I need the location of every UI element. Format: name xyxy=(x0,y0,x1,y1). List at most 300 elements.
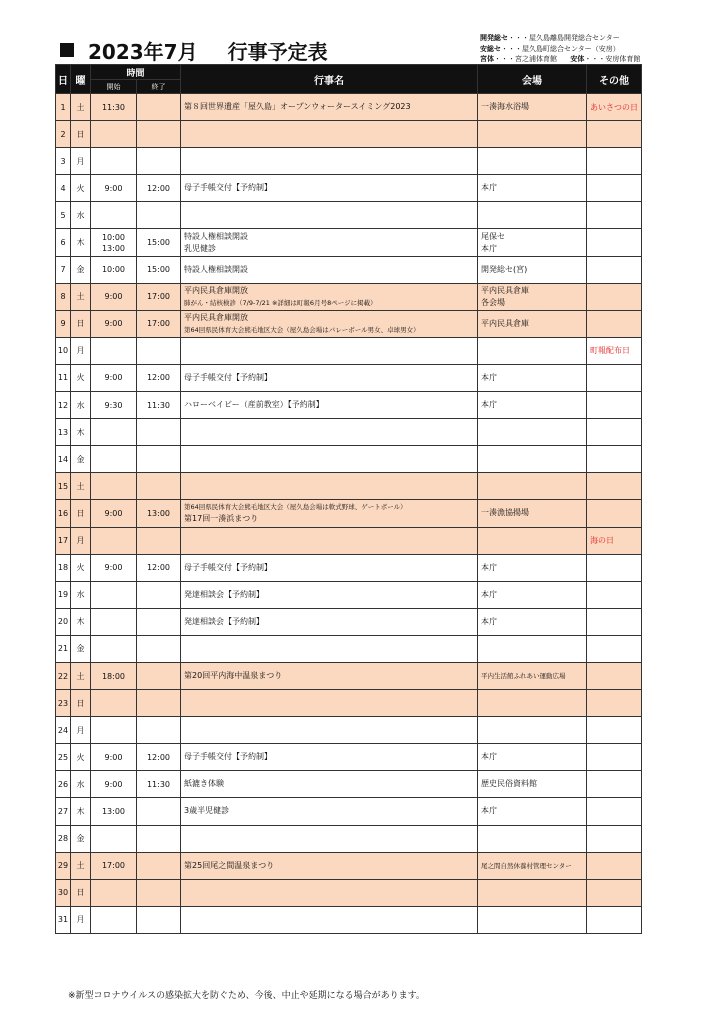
venue-name: 開発総セ(宮) xyxy=(481,264,528,274)
event-name: 肺がん・結核検診（7/9-7/21 ※詳細は町報6月号8ページに掲載） xyxy=(184,298,377,307)
start-time: 9:00 xyxy=(104,752,123,762)
day-cell: 3 xyxy=(56,148,71,175)
start-time: 10:00 xyxy=(101,232,126,242)
weekday-cell: 土 xyxy=(71,94,91,121)
venue-name: 本庁 xyxy=(481,183,498,193)
table-row xyxy=(56,852,642,879)
event-name: 母子手帳交付【予約制】 xyxy=(184,183,273,193)
start-time-cell xyxy=(91,879,137,906)
start-time: 9:00 xyxy=(104,373,123,383)
venue-name: 尾保セ xyxy=(481,231,506,241)
start-time: 11:30 xyxy=(101,102,126,112)
table-row xyxy=(56,635,642,662)
weekday-cell: 金 xyxy=(71,446,91,473)
venue-name: 本庁 xyxy=(481,243,498,253)
start-time: 10:00 xyxy=(101,265,126,275)
event-name: ハローベイビー（産前教室）【予約制】 xyxy=(184,400,324,410)
weekday-cell: 木 xyxy=(71,419,91,446)
day-cell: 4 xyxy=(56,175,71,202)
end-time-cell: 13:00 xyxy=(137,500,181,527)
venue-cell xyxy=(478,446,587,473)
weekday-cell: 火 xyxy=(71,744,91,771)
event-cell xyxy=(181,744,478,771)
event-cell xyxy=(181,717,478,744)
start-time-cell xyxy=(91,527,137,554)
end-time-cell: 12:00 xyxy=(137,554,181,581)
weekday-cell: 火 xyxy=(71,364,91,391)
table-row xyxy=(56,717,642,744)
day-cell: 26 xyxy=(56,771,71,798)
other-cell xyxy=(587,825,642,852)
other-cell xyxy=(587,635,642,662)
event-cell xyxy=(181,771,478,798)
day-cell: 18 xyxy=(56,554,71,581)
event-cell xyxy=(181,635,478,662)
table-row xyxy=(56,364,642,391)
event-cell xyxy=(181,202,478,229)
venue-cell xyxy=(478,229,587,256)
end-time-cell: 17:00 xyxy=(137,283,181,310)
end-time-cell: 15:00 xyxy=(137,229,181,256)
other-cell xyxy=(587,690,642,717)
title-name: 行事予定表 xyxy=(227,39,328,64)
day-cell: 8 xyxy=(56,283,71,310)
venue-cell xyxy=(478,473,587,500)
day-cell: 2 xyxy=(56,121,71,148)
venue-name: 本庁 xyxy=(481,589,498,599)
table-row xyxy=(56,121,642,148)
venue-name: 本庁 xyxy=(481,562,498,572)
venue-cell xyxy=(478,500,587,527)
header-day: 日 xyxy=(56,65,71,94)
event-name: 平内民具倉庫開放 xyxy=(184,312,249,322)
other-cell xyxy=(587,744,642,771)
end-time-cell: 11:30 xyxy=(137,771,181,798)
day-cell: 24 xyxy=(56,717,71,744)
event-name: 第64回県民体育大会熊毛地区大会（屋久島会場は軟式野球、ゲートボール） xyxy=(184,503,407,512)
venue-cell xyxy=(478,527,587,554)
table-row xyxy=(56,202,642,229)
other-cell xyxy=(587,554,642,581)
event-cell xyxy=(181,364,478,391)
other-cell: 海の日 xyxy=(587,527,642,554)
start-time-cell xyxy=(91,581,137,608)
weekday-cell: 火 xyxy=(71,175,91,202)
start-time-cell xyxy=(91,392,137,419)
end-time-cell xyxy=(137,608,181,635)
header-dow: 曜 xyxy=(71,65,91,94)
start-time-cell xyxy=(91,608,137,635)
venue-cell xyxy=(478,392,587,419)
table-row xyxy=(56,554,642,581)
event-name: 特設人権相談開設 xyxy=(184,264,249,274)
table-row xyxy=(56,798,642,825)
event-name: 第25回尾之間温泉まつり xyxy=(184,860,275,870)
weekday-cell: 水 xyxy=(71,202,91,229)
venue-name: 平内民具倉庫 xyxy=(481,318,530,328)
day-cell: 19 xyxy=(56,581,71,608)
start-time-cell xyxy=(91,175,137,202)
start-time-cell xyxy=(91,473,137,500)
weekday-cell: 土 xyxy=(71,852,91,879)
weekday-cell: 日 xyxy=(71,500,91,527)
weekday-cell: 日 xyxy=(71,690,91,717)
end-time-cell xyxy=(137,852,181,879)
end-time-cell: 15:00 xyxy=(137,256,181,283)
other-cell: 町報配布日 xyxy=(587,337,642,364)
day-cell: 17 xyxy=(56,527,71,554)
start-time-cell xyxy=(91,554,137,581)
footer-note: ※新型コロナウイルスの感染拡大を防ぐため、今後、中止や延期になる場合があります。 xyxy=(68,991,425,1001)
event-cell xyxy=(181,554,478,581)
venue-cell xyxy=(478,906,587,933)
day-cell: 11 xyxy=(56,364,71,391)
weekday-cell: 月 xyxy=(71,148,91,175)
day-cell: 31 xyxy=(56,906,71,933)
day-cell: 5 xyxy=(56,202,71,229)
start-time: 9:00 xyxy=(104,292,123,302)
table-row xyxy=(56,500,642,527)
other-cell xyxy=(587,879,642,906)
venue-cell xyxy=(478,364,587,391)
start-time-cell xyxy=(91,446,137,473)
square-bullet-icon xyxy=(60,43,74,57)
end-time-cell xyxy=(137,121,181,148)
day-cell: 23 xyxy=(56,690,71,717)
venue-cell xyxy=(478,744,587,771)
legend-line: 開発総セ・・・屋久島離島開発総合センター xyxy=(480,34,620,42)
event-name: 発達相談会【予約制】 xyxy=(184,589,265,599)
weekday-cell: 月 xyxy=(71,527,91,554)
weekday-cell: 日 xyxy=(71,310,91,337)
weekday-cell: 木 xyxy=(71,798,91,825)
table-row xyxy=(56,283,642,310)
end-time-cell xyxy=(137,94,181,121)
venue-name: 歴史民俗資料館 xyxy=(481,779,538,789)
weekday-cell: 月 xyxy=(71,906,91,933)
start-time-cell xyxy=(91,94,137,121)
other-cell xyxy=(587,202,642,229)
venue-cell xyxy=(478,635,587,662)
other-cell xyxy=(587,852,642,879)
venue-name: 尾之間自然休養村管理センター xyxy=(481,861,572,870)
venue-cell xyxy=(478,310,587,337)
start-time-cell xyxy=(91,310,137,337)
other-cell xyxy=(587,175,642,202)
header-time: 時間 xyxy=(91,65,181,80)
end-time-cell xyxy=(137,662,181,689)
other-cell xyxy=(587,229,642,256)
venue-cell xyxy=(478,419,587,446)
event-name: 母子手帳交付【予約制】 xyxy=(184,372,273,382)
event-name: 紙漉き体験 xyxy=(184,779,225,789)
event-name: 母子手帳交付【予約制】 xyxy=(184,752,273,762)
event-name: 乳児健診 xyxy=(184,243,217,253)
venue-name: 本庁 xyxy=(481,616,498,626)
event-name: 母子手帳交付【予約制】 xyxy=(184,562,273,572)
weekday-cell: 土 xyxy=(71,283,91,310)
day-cell: 28 xyxy=(56,825,71,852)
event-name: 3歳半児健診 xyxy=(184,806,230,816)
weekday-cell: 日 xyxy=(71,879,91,906)
start-time-cell xyxy=(91,148,137,175)
event-cell xyxy=(181,608,478,635)
end-time-cell xyxy=(137,906,181,933)
venue-cell xyxy=(478,608,587,635)
start-time: 9:00 xyxy=(104,508,123,518)
venue-cell xyxy=(478,581,587,608)
start-time-cell xyxy=(91,283,137,310)
start-time-cell xyxy=(91,906,137,933)
start-time-cell xyxy=(91,121,137,148)
venue-cell xyxy=(478,283,587,310)
table-row xyxy=(56,662,642,689)
table-row xyxy=(56,690,642,717)
start-time: 18:00 xyxy=(101,671,126,681)
legend-line: 安総セ・・・屋久島町総合センター（安房） xyxy=(480,44,620,53)
event-cell xyxy=(181,500,478,527)
end-time-cell xyxy=(137,473,181,500)
venue-cell xyxy=(478,771,587,798)
end-time-cell xyxy=(137,690,181,717)
other-cell xyxy=(587,364,642,391)
other-cell xyxy=(587,392,642,419)
day-cell: 27 xyxy=(56,798,71,825)
other-cell xyxy=(587,473,642,500)
table-row xyxy=(56,94,642,121)
table-row xyxy=(56,473,642,500)
venue-name: 一湊海水浴場 xyxy=(481,102,530,112)
table-row xyxy=(56,906,642,933)
other-cell xyxy=(587,581,642,608)
end-time-cell: 12:00 xyxy=(137,364,181,391)
weekday-cell: 日 xyxy=(71,121,91,148)
table-row xyxy=(56,229,642,256)
event-name: 第８回世界遺産「屋久島」オープンウォータースイミング2023 xyxy=(184,102,411,112)
schedule-table xyxy=(55,64,642,934)
end-time-cell xyxy=(137,879,181,906)
venue-cell xyxy=(478,202,587,229)
venue-legend xyxy=(480,33,720,65)
end-time-cell xyxy=(137,337,181,364)
start-time: 13:00 xyxy=(101,806,126,816)
weekday-cell: 土 xyxy=(71,473,91,500)
event-cell xyxy=(181,148,478,175)
end-time-cell xyxy=(137,798,181,825)
venue-name: 本庁 xyxy=(481,400,498,410)
venue-name: 本庁 xyxy=(481,806,498,816)
table-row xyxy=(56,879,642,906)
start-time-cell xyxy=(91,717,137,744)
start-time-cell xyxy=(91,798,137,825)
other-cell xyxy=(587,121,642,148)
day-cell: 1 xyxy=(56,94,71,121)
start-time-cell xyxy=(91,690,137,717)
weekday-cell: 金 xyxy=(71,825,91,852)
weekday-cell: 水 xyxy=(71,392,91,419)
venue-cell xyxy=(478,256,587,283)
day-cell: 29 xyxy=(56,852,71,879)
page-title xyxy=(60,36,328,64)
event-cell xyxy=(181,229,478,256)
event-cell xyxy=(181,337,478,364)
weekday-cell: 土 xyxy=(71,662,91,689)
venue-cell xyxy=(478,121,587,148)
venue-cell xyxy=(478,825,587,852)
table-row xyxy=(56,175,642,202)
event-cell xyxy=(181,175,478,202)
table-row xyxy=(56,771,642,798)
venue-name: 平内生活館ふれあい運動広場 xyxy=(481,672,566,681)
weekday-cell: 木 xyxy=(71,608,91,635)
weekday-cell: 火 xyxy=(71,554,91,581)
other-cell xyxy=(587,148,642,175)
start-time-cell xyxy=(91,364,137,391)
venue-cell xyxy=(478,662,587,689)
event-cell xyxy=(181,581,478,608)
event-name: 平内民具倉庫開放 xyxy=(184,285,249,295)
table-row xyxy=(56,392,642,419)
event-cell xyxy=(181,392,478,419)
weekday-cell: 水 xyxy=(71,771,91,798)
venue-cell xyxy=(478,852,587,879)
header-venue: 会場 xyxy=(478,65,587,94)
event-cell xyxy=(181,879,478,906)
day-cell: 15 xyxy=(56,473,71,500)
day-cell: 10 xyxy=(56,337,71,364)
day-cell: 16 xyxy=(56,500,71,527)
venue-cell xyxy=(478,94,587,121)
title-year-month: 2023年7月 xyxy=(88,39,198,64)
start-time-cell xyxy=(91,229,137,256)
table-row xyxy=(56,256,642,283)
end-time-cell xyxy=(137,419,181,446)
start-time-cell xyxy=(91,256,137,283)
table-row xyxy=(56,419,642,446)
venue-name: 本庁 xyxy=(481,752,498,762)
table-row xyxy=(56,825,642,852)
end-time-cell: 12:00 xyxy=(137,744,181,771)
start-time-cell xyxy=(91,337,137,364)
other-cell xyxy=(587,446,642,473)
table-row xyxy=(56,446,642,473)
venue-cell xyxy=(478,717,587,744)
start-time-cell xyxy=(91,635,137,662)
venue-cell xyxy=(478,337,587,364)
event-cell xyxy=(181,798,478,825)
other-cell xyxy=(587,310,642,337)
venue-name: 平内民具倉庫 xyxy=(481,285,530,295)
table-row xyxy=(56,527,642,554)
other-cell xyxy=(587,256,642,283)
start-time: 9:00 xyxy=(104,183,123,193)
header-other: その他 xyxy=(587,65,642,94)
end-time-cell xyxy=(137,446,181,473)
venue-cell xyxy=(478,148,587,175)
event-cell xyxy=(181,256,478,283)
end-time-cell xyxy=(137,581,181,608)
start-time-cell xyxy=(91,852,137,879)
weekday-cell: 水 xyxy=(71,581,91,608)
day-cell: 13 xyxy=(56,419,71,446)
event-name: 第17回一湊浜まつり xyxy=(184,514,259,524)
other-cell xyxy=(587,717,642,744)
table-row xyxy=(56,337,642,364)
end-time-cell xyxy=(137,825,181,852)
event-cell xyxy=(181,825,478,852)
day-cell: 22 xyxy=(56,662,71,689)
other-cell: あいさつの日 xyxy=(587,94,642,121)
day-cell: 20 xyxy=(56,608,71,635)
day-cell: 21 xyxy=(56,635,71,662)
weekday-cell: 月 xyxy=(71,717,91,744)
day-cell: 12 xyxy=(56,392,71,419)
end-time-cell xyxy=(137,148,181,175)
table-row xyxy=(56,581,642,608)
start-time-cell xyxy=(91,662,137,689)
table-row xyxy=(56,608,642,635)
venue-cell xyxy=(478,554,587,581)
day-cell: 25 xyxy=(56,744,71,771)
event-cell xyxy=(181,419,478,446)
start-time-cell xyxy=(91,744,137,771)
table-row xyxy=(56,744,642,771)
day-cell: 7 xyxy=(56,256,71,283)
event-name: 特設人権相談開設 xyxy=(184,231,249,241)
venue-name: 本庁 xyxy=(481,372,498,382)
event-name: 第64回県民体育大会熊毛地区大会（屋久島会場はバレーボール男女、卓球男女） xyxy=(184,325,420,334)
event-cell xyxy=(181,906,478,933)
day-cell: 6 xyxy=(56,229,71,256)
event-cell xyxy=(181,852,478,879)
start-time: 9:00 xyxy=(104,779,123,789)
end-time-cell xyxy=(137,635,181,662)
weekday-cell: 金 xyxy=(71,635,91,662)
header-start: 開始 xyxy=(91,80,137,94)
other-cell xyxy=(587,500,642,527)
header-event: 行事名 xyxy=(181,65,478,94)
event-cell xyxy=(181,94,478,121)
start-time: 9:00 xyxy=(104,563,123,573)
event-cell xyxy=(181,473,478,500)
event-name: 第20回平内海中温泉まつり xyxy=(184,671,283,681)
end-time-cell xyxy=(137,527,181,554)
event-cell xyxy=(181,662,478,689)
venue-cell xyxy=(478,175,587,202)
end-time-cell: 11:30 xyxy=(137,392,181,419)
header-end: 終了 xyxy=(137,80,181,94)
legend-line: 宮体・・・宮之浦体育館 安体・・・安房体育館 xyxy=(480,55,641,63)
start-time: 9:30 xyxy=(104,400,123,410)
weekday-cell: 木 xyxy=(71,229,91,256)
venue-cell xyxy=(478,798,587,825)
event-cell xyxy=(181,446,478,473)
weekday-cell: 金 xyxy=(71,256,91,283)
start-time: 13:00 xyxy=(101,243,126,253)
day-cell: 14 xyxy=(56,446,71,473)
venue-cell xyxy=(478,690,587,717)
venue-name: 一湊漁協揚場 xyxy=(481,508,530,518)
other-cell xyxy=(587,906,642,933)
day-cell: 9 xyxy=(56,310,71,337)
start-time-cell xyxy=(91,419,137,446)
start-time: 9:00 xyxy=(104,319,123,329)
end-time-cell: 17:00 xyxy=(137,310,181,337)
day-cell: 30 xyxy=(56,879,71,906)
end-time-cell: 12:00 xyxy=(137,175,181,202)
other-cell xyxy=(587,419,642,446)
table-row xyxy=(56,310,642,337)
